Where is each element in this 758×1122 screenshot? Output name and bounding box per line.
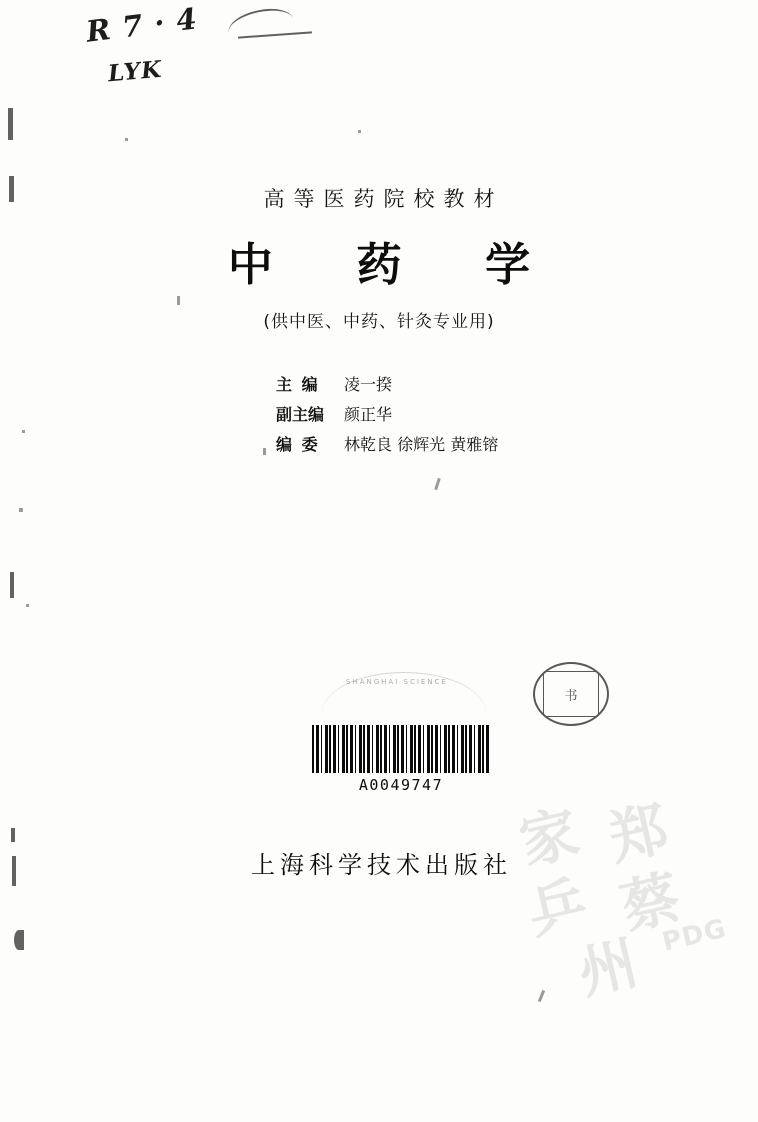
barcode-number: A0049747	[358, 776, 444, 794]
scan-edge-mark	[10, 572, 14, 598]
handwritten-call-number: R 7 · 4	[84, 1, 200, 49]
editor-row	[276, 402, 498, 428]
scan-speck	[434, 478, 441, 490]
scan-edge-mark	[11, 828, 15, 842]
editor-name: 黄雅镕	[450, 435, 499, 454]
watermark-char: 乒	[521, 868, 594, 948]
book-title: 中 药 学	[227, 238, 565, 291]
scan-speck	[177, 296, 180, 305]
audience-note: (供中医、中药、针灸专业用)	[263, 312, 495, 332]
editor-role-label: 副主编	[276, 405, 325, 424]
watermark-char: 郑	[602, 794, 675, 874]
library-seal-icon	[533, 662, 609, 726]
publisher-name: 上海科学技术出版社	[251, 851, 512, 879]
scan-speck	[26, 604, 29, 607]
series-line: 高等医药院校教材	[263, 187, 504, 211]
scan-speck	[358, 130, 361, 133]
editor-name: 林乾良	[344, 435, 393, 454]
editor-name: 徐辉光	[397, 435, 446, 454]
editors-block	[276, 372, 498, 462]
watermark-char: 蔡	[614, 863, 687, 943]
pdg-watermark	[494, 749, 747, 1006]
scan-edge-mark	[14, 930, 24, 950]
library-seal-text: 书	[543, 671, 599, 717]
editor-row	[276, 372, 498, 398]
editor-row	[276, 432, 498, 458]
watermark-char: 州	[572, 928, 644, 1008]
editor-role-label: 主 编	[276, 375, 320, 394]
watermark-char: 家	[513, 798, 586, 878]
handwritten-initials: LYK	[106, 55, 164, 88]
editor-role-label: 编 委	[276, 435, 320, 454]
editor-name: 颜正华	[344, 405, 393, 424]
scan-speck	[22, 430, 25, 433]
handwritten-stroke-icon	[225, 3, 296, 48]
editor-name: 凌一揆	[344, 375, 393, 394]
barcode-icon	[312, 725, 490, 773]
scan-speck	[125, 138, 128, 141]
faded-arc-text: SHANGHAI SCIENCE	[346, 678, 448, 686]
scan-speck	[19, 508, 23, 512]
barcode-block	[312, 725, 490, 794]
watermark-label: PDG	[659, 913, 730, 958]
scan-speck	[263, 448, 266, 455]
scan-edge-mark	[8, 108, 13, 140]
